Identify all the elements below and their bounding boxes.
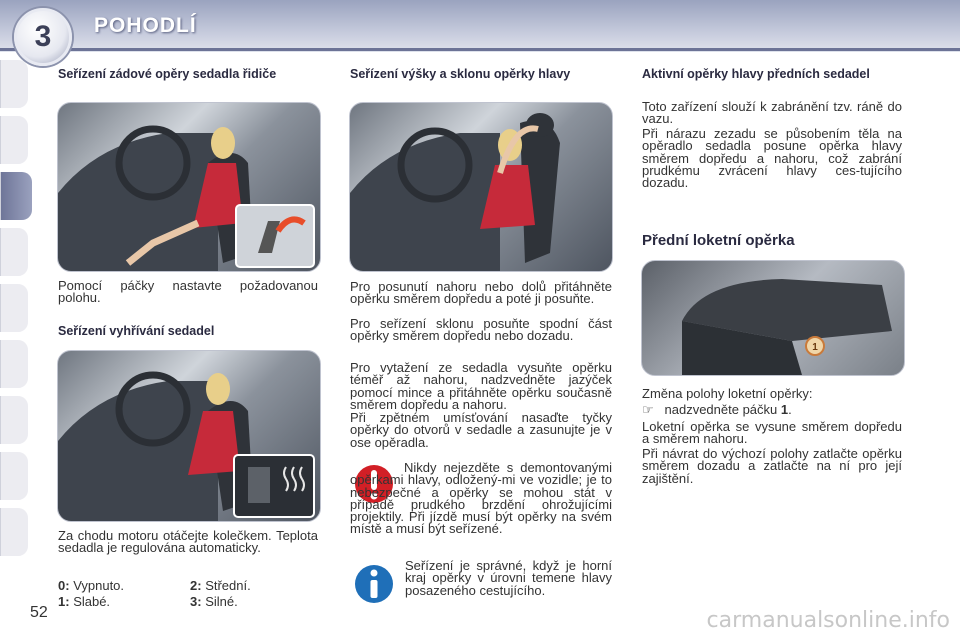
bullet-end: . (788, 402, 792, 417)
info-text: Seřízení je správné, když je horní kraj opěrky v úrovni temene hlavy posazeného cestujícího. (405, 558, 612, 598)
heating-value-0: 0: Vypnuto. (58, 578, 125, 593)
info-icon (354, 562, 394, 606)
bullet-bold: 1 (780, 402, 789, 417)
callout-1-label: 1 (812, 342, 818, 353)
chapter-tab[interactable] (0, 396, 28, 444)
chapter-tab[interactable] (0, 508, 28, 556)
pointing-hand-icon: ☞ (642, 402, 654, 417)
chapter-tab[interactable] (0, 60, 28, 108)
photo-headrest-adjust (349, 102, 613, 272)
armrest-para-4: Loketní opěrka se vysune směrem dopředu a směrem nahoru. (642, 419, 902, 447)
driver-seat-illustration (58, 103, 320, 271)
headrest-illustration (350, 103, 612, 271)
chapter-tab[interactable] (0, 284, 28, 332)
section-heading-heating: Seřízení vyhřívání sedadel (58, 324, 215, 338)
warning-text: Nikdy nejezděte s demontovanými opěrkami hlavy, odložený-mi ve vozidle; je to nebezpečné a opěrky se mohou stát v případě prudkého brzdění ohrožujícími projektily. Při jízdě musí být opěrky na svém místě a musí být seřízené. (350, 460, 612, 537)
header-rule (0, 48, 960, 51)
chapter-tab-rail (0, 60, 30, 580)
page-title: POHODLÍ (94, 14, 197, 37)
bullet-text: nadzvedněte páčku (664, 402, 778, 417)
chapter-badge: 3 (14, 8, 72, 66)
active-headrest-para-2: Při nárazu zezadu se působením těla na opěradlo sedadla posune opěrka hlavy směrem dopředu a nahoru, což zabrání prudkému zvrácení hlavy ces-tujícího dozadu. (642, 126, 902, 191)
active-headrest-para-1: Toto zařízení slouží k zabránění tzv. ráně do vazu. (642, 99, 902, 127)
chapter-tab-active[interactable] (0, 172, 32, 220)
watermark: carmanualsonline.info (706, 608, 950, 633)
photo-backrest-adjust (57, 102, 321, 272)
chapter-tab[interactable] (0, 228, 28, 276)
chapter-tab[interactable] (0, 452, 28, 500)
backrest-text: Pomocí páčky nastavte požadovanou polohu. (58, 278, 318, 306)
armrest-bullet (642, 404, 902, 416)
chapter-tab[interactable] (0, 116, 28, 164)
headrest-para-3: Pro vytažení ze sedadla vysuňte opěrku téměř až nahoru, nadzvedněte jazýček pomocí mince a přitáhněte opěrku současně směrem dopředu a nahoru. (350, 360, 612, 412)
heating-value-2: 2: Střední. (190, 578, 251, 593)
heating-value-3: 3: Silné. (190, 594, 238, 609)
page-number: 52 (30, 604, 48, 621)
section-heading-backrest: Seřízení zádové opěry sedadla řidiče (58, 67, 277, 81)
heating-text: Za chodu motoru otáčejte kolečkem. Teplota sedadla je regulována automaticky. (58, 528, 318, 556)
chapter-tab[interactable] (0, 340, 28, 388)
section-heading-headrest: Seřízení výšky a sklonu opěrky hlavy (350, 67, 571, 81)
photo-seat-heating (57, 350, 321, 522)
armrest-para-3: Změna polohy loketní opěrky: (642, 386, 813, 401)
armrest-illustration (642, 261, 904, 375)
armrest-para-5: Při návrat do výchozí polohy zatlačte opěrku směrem dozadu a zatlačte na ní pro její zajištění. (642, 446, 902, 486)
section-heading-active-headrest: Aktivní opěrky hlavy předních sedadel (642, 67, 870, 81)
heating-value-1: 1: Slabé. (58, 594, 111, 609)
section-heading-armrest: Přední loketní opěrka (642, 232, 795, 249)
headrest-para-1: Pro posunutí nahoru nebo dolů přitáhněte opěrku směrem dopředu a poté ji posuňte. (350, 279, 612, 307)
heating-illustration (58, 351, 320, 521)
headrest-para-4: Při zpětném umísťování nasaďte tyčky opěrky do otvorů v sedadle a zasunujte je v ose opěradla. (350, 410, 612, 450)
photo-armrest (641, 260, 905, 376)
headrest-para-2: Pro seřízení sklonu posuňte spodní část opěrky směrem dopředu nebo dozadu. (350, 316, 612, 344)
